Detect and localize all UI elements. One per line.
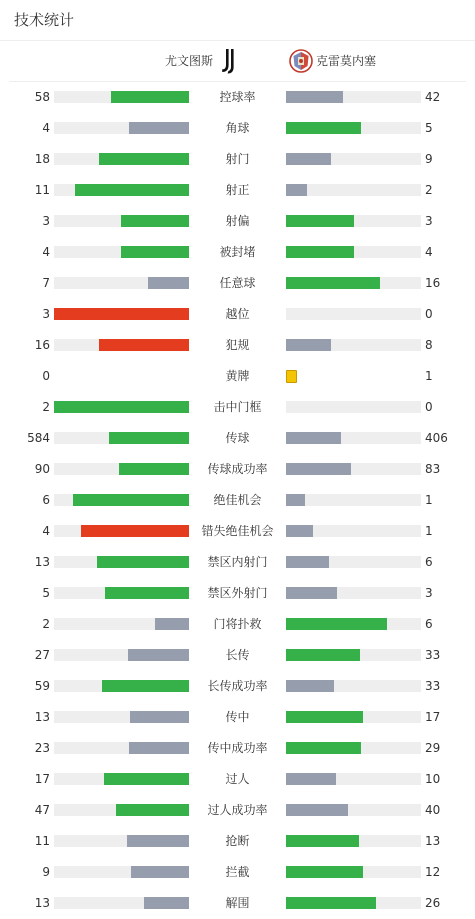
stat-row-dribbles bbox=[0, 764, 475, 795]
away-bar-track bbox=[286, 401, 421, 413]
home-bar-fill bbox=[129, 122, 189, 134]
stat-label: 传中 bbox=[225, 710, 250, 724]
away-bar-track bbox=[286, 432, 421, 444]
home-team[interactable] bbox=[165, 47, 237, 75]
home-bar-track bbox=[54, 649, 189, 661]
home-value: 11 bbox=[34, 183, 50, 197]
stat-label: 击中门框 bbox=[213, 400, 262, 414]
away-bar-fill bbox=[286, 711, 363, 723]
home-value: 13 bbox=[34, 555, 50, 569]
stat-label: 禁区内射门 bbox=[207, 555, 268, 569]
away-bar-fill bbox=[286, 463, 351, 475]
away-value: 1 bbox=[425, 524, 433, 538]
away-bar-track bbox=[286, 308, 421, 320]
home-value: 59 bbox=[34, 679, 50, 693]
stat-label: 拦截 bbox=[225, 865, 250, 879]
cremonese-crest-icon bbox=[289, 49, 313, 73]
stat-label: 错失绝佳机会 bbox=[201, 524, 274, 538]
away-value: 29 bbox=[425, 741, 441, 755]
home-bar-track bbox=[54, 773, 189, 785]
away-bar-track bbox=[286, 556, 421, 568]
away-value: 40 bbox=[425, 803, 441, 817]
away-bar-track bbox=[286, 122, 421, 134]
home-team-name: 尤文图斯 bbox=[164, 54, 213, 68]
away-bar-fill bbox=[286, 556, 329, 568]
away-bar-track bbox=[286, 897, 421, 909]
home-bar-track bbox=[54, 215, 189, 227]
away-bar-fill bbox=[286, 866, 363, 878]
home-bar-fill bbox=[81, 525, 189, 537]
stat-label: 长传成功率 bbox=[207, 679, 268, 693]
away-bar-track bbox=[286, 215, 421, 227]
stat-label: 射偏 bbox=[225, 214, 250, 228]
away-bar-fill bbox=[286, 680, 334, 692]
home-value: 2 bbox=[42, 400, 50, 414]
stat-row-shots-outside-box bbox=[0, 578, 475, 609]
home-value: 47 bbox=[34, 803, 50, 817]
stat-row-big-chances bbox=[0, 485, 475, 516]
stat-row-free-kicks bbox=[0, 268, 475, 299]
home-value: 58 bbox=[34, 90, 50, 104]
yellow-card-icon bbox=[286, 370, 297, 383]
stat-row-shots-off-target bbox=[0, 206, 475, 237]
away-bar-fill bbox=[286, 773, 336, 785]
stat-label: 射正 bbox=[225, 183, 250, 197]
stat-label: 控球率 bbox=[219, 90, 256, 104]
away-bar-track bbox=[286, 742, 421, 754]
away-bar-fill bbox=[286, 432, 341, 444]
home-value: 3 bbox=[42, 307, 50, 321]
home-bar-fill bbox=[105, 587, 189, 599]
away-value: 4 bbox=[425, 245, 433, 259]
away-value: 1 bbox=[425, 493, 433, 507]
away-value: 33 bbox=[425, 679, 441, 693]
stat-row-hit-woodwork bbox=[0, 392, 475, 423]
home-bar-fill bbox=[54, 401, 189, 413]
away-value: 42 bbox=[425, 90, 441, 104]
stat-row-long-balls bbox=[0, 640, 475, 671]
home-value: 13 bbox=[34, 710, 50, 724]
stat-label: 角球 bbox=[225, 121, 250, 135]
page-title: 技术统计 bbox=[14, 11, 75, 29]
home-bar-fill bbox=[102, 680, 189, 692]
home-bar-fill bbox=[148, 277, 189, 289]
away-team-name: 克雷莫内塞 bbox=[316, 54, 377, 68]
away-value: 12 bbox=[425, 865, 441, 879]
home-value: 13 bbox=[34, 896, 50, 910]
home-value: 4 bbox=[42, 121, 50, 135]
away-bar-fill bbox=[286, 339, 331, 351]
stat-label: 黄牌 bbox=[225, 369, 250, 383]
home-bar-track bbox=[54, 153, 189, 165]
stat-row-goalkeeper-saves bbox=[0, 609, 475, 640]
home-bar-track bbox=[54, 525, 189, 537]
away-value: 0 bbox=[425, 307, 433, 321]
home-value: 7 bbox=[42, 276, 50, 290]
juventus-crest-icon bbox=[221, 48, 237, 74]
away-bar-track bbox=[286, 649, 421, 661]
home-bar-fill bbox=[119, 463, 189, 475]
away-bar-fill bbox=[286, 742, 361, 754]
stat-row-interceptions bbox=[0, 857, 475, 888]
stat-label: 绝佳机会 bbox=[213, 493, 262, 507]
home-value: 4 bbox=[42, 524, 50, 538]
away-bar-fill bbox=[286, 649, 360, 661]
stat-row-pass-accuracy bbox=[0, 454, 475, 485]
home-bar-fill bbox=[127, 835, 189, 847]
away-value: 406 bbox=[425, 431, 448, 445]
stat-row-corners bbox=[0, 113, 475, 144]
home-value: 17 bbox=[34, 772, 50, 786]
away-bar-fill bbox=[286, 153, 331, 165]
stat-label: 传球 bbox=[225, 431, 250, 445]
stats-list bbox=[0, 82, 475, 919]
stat-row-tackles bbox=[0, 826, 475, 857]
home-bar-fill bbox=[129, 742, 189, 754]
home-bar-track bbox=[54, 711, 189, 723]
home-bar-fill bbox=[121, 246, 189, 258]
away-bar-fill bbox=[286, 897, 376, 909]
away-bar-fill bbox=[286, 122, 361, 134]
away-bar-track bbox=[286, 711, 421, 723]
stat-label: 过人 bbox=[225, 772, 250, 786]
away-bar-fill bbox=[286, 494, 305, 506]
away-bar-track bbox=[286, 680, 421, 692]
home-bar-track bbox=[54, 91, 189, 103]
away-bar-track bbox=[286, 277, 421, 289]
stat-label: 长传 bbox=[225, 648, 250, 662]
away-bar-track bbox=[286, 587, 421, 599]
home-bar-fill bbox=[130, 711, 189, 723]
team-header bbox=[9, 41, 466, 82]
away-bar-track bbox=[286, 463, 421, 475]
away-bar-track bbox=[286, 866, 421, 878]
home-value: 5 bbox=[42, 586, 50, 600]
away-value: 8 bbox=[425, 338, 433, 352]
away-value: 13 bbox=[425, 834, 441, 848]
away-value: 2 bbox=[425, 183, 433, 197]
stat-row-shots bbox=[0, 144, 475, 175]
stat-row-big-chances-missed bbox=[0, 516, 475, 547]
home-bar-track bbox=[54, 618, 189, 630]
title-bar bbox=[0, 0, 475, 41]
away-bar-track bbox=[286, 773, 421, 785]
home-bar-track bbox=[54, 804, 189, 816]
home-value: 23 bbox=[34, 741, 50, 755]
away-value: 3 bbox=[425, 586, 433, 600]
stat-label: 被封堵 bbox=[219, 245, 256, 259]
home-bar-track bbox=[54, 432, 189, 444]
home-value: 0 bbox=[42, 369, 50, 383]
stat-label: 传球成功率 bbox=[207, 462, 268, 476]
home-value: 11 bbox=[34, 834, 50, 848]
away-bar-track bbox=[286, 339, 421, 351]
away-value: 17 bbox=[425, 710, 441, 724]
away-bar-track bbox=[286, 246, 421, 258]
away-bar-track bbox=[286, 494, 421, 506]
home-bar-fill bbox=[99, 339, 189, 351]
home-bar-track bbox=[54, 277, 189, 289]
stat-row-blocked-shots bbox=[0, 237, 475, 268]
home-bar-fill bbox=[131, 866, 189, 878]
stat-row-yellow-cards bbox=[0, 361, 475, 392]
home-value: 584 bbox=[27, 431, 50, 445]
stat-label: 越位 bbox=[225, 307, 250, 321]
away-bar-fill bbox=[286, 525, 313, 537]
away-bar-fill bbox=[286, 277, 380, 289]
home-value: 27 bbox=[34, 648, 50, 662]
home-bar-track bbox=[54, 742, 189, 754]
stat-label: 犯规 bbox=[225, 338, 250, 352]
home-bar-fill bbox=[155, 618, 189, 630]
home-bar-track bbox=[54, 463, 189, 475]
home-bar-fill bbox=[111, 91, 189, 103]
away-value: 3 bbox=[425, 214, 433, 228]
away-value: 5 bbox=[425, 121, 433, 135]
home-bar-fill bbox=[73, 494, 189, 506]
away-value: 6 bbox=[425, 555, 433, 569]
away-bar-track bbox=[286, 91, 421, 103]
home-bar-fill bbox=[128, 649, 189, 661]
away-bar-fill bbox=[286, 618, 387, 630]
home-bar-track bbox=[54, 866, 189, 878]
away-bar-track bbox=[286, 153, 421, 165]
away-value: 6 bbox=[425, 617, 433, 631]
home-bar-track bbox=[54, 184, 189, 196]
away-bar-fill bbox=[286, 804, 348, 816]
home-bar-track bbox=[54, 339, 189, 351]
away-bar-track bbox=[286, 525, 421, 537]
away-value: 9 bbox=[425, 152, 433, 166]
stat-row-cross-accuracy bbox=[0, 733, 475, 764]
home-value: 4 bbox=[42, 245, 50, 259]
away-value: 1 bbox=[425, 369, 433, 383]
home-value: 2 bbox=[42, 617, 50, 631]
stat-label: 任意球 bbox=[219, 276, 256, 290]
away-value: 83 bbox=[425, 462, 441, 476]
home-value: 9 bbox=[42, 865, 50, 879]
home-bar-fill bbox=[104, 773, 189, 785]
stat-label: 解围 bbox=[225, 896, 250, 910]
home-bar-track bbox=[54, 246, 189, 258]
home-bar-track bbox=[54, 308, 189, 320]
away-bar-fill bbox=[286, 587, 337, 599]
stat-row-crosses bbox=[0, 702, 475, 733]
stat-row-fouls bbox=[0, 330, 475, 361]
home-bar-fill bbox=[75, 184, 189, 196]
away-value: 10 bbox=[425, 772, 441, 786]
stat-label: 传中成功率 bbox=[207, 741, 268, 755]
stat-row-offsides bbox=[0, 299, 475, 330]
home-bar-track bbox=[54, 680, 189, 692]
home-bar-fill bbox=[109, 432, 189, 444]
home-value: 18 bbox=[34, 152, 50, 166]
away-value: 33 bbox=[425, 648, 441, 662]
stat-row-dribble-success bbox=[0, 795, 475, 826]
home-bar-track bbox=[54, 122, 189, 134]
home-bar-track bbox=[54, 494, 189, 506]
away-bar-fill bbox=[286, 184, 307, 196]
stat-label: 禁区外射门 bbox=[207, 586, 268, 600]
home-bar-fill bbox=[99, 153, 189, 165]
away-team[interactable] bbox=[289, 47, 376, 75]
away-bar-track bbox=[286, 618, 421, 630]
home-bar-track bbox=[54, 556, 189, 568]
stat-row-possession bbox=[0, 82, 475, 113]
away-bar-track bbox=[286, 184, 421, 196]
home-value: 3 bbox=[42, 214, 50, 228]
home-bar-track bbox=[54, 835, 189, 847]
stat-row-long-ball-accuracy bbox=[0, 671, 475, 702]
home-bar-track bbox=[54, 897, 189, 909]
away-bar-fill bbox=[286, 91, 343, 103]
away-value: 0 bbox=[425, 400, 433, 414]
away-bar-track bbox=[286, 835, 421, 847]
stat-label: 射门 bbox=[225, 152, 250, 166]
home-bar-fill bbox=[121, 215, 189, 227]
away-value: 26 bbox=[425, 896, 441, 910]
home-bar-fill bbox=[54, 308, 189, 320]
stat-row-clearances bbox=[0, 888, 475, 919]
home-bar-track bbox=[54, 401, 189, 413]
away-bar-fill bbox=[286, 246, 354, 258]
stat-row-shots-on-target bbox=[0, 175, 475, 206]
stat-label: 抢断 bbox=[225, 834, 250, 848]
away-bar-track bbox=[286, 804, 421, 816]
away-bar-fill bbox=[286, 835, 359, 847]
home-bar-fill bbox=[116, 804, 189, 816]
home-value: 6 bbox=[42, 493, 50, 507]
stat-label: 过人成功率 bbox=[207, 803, 268, 817]
stat-row-passes bbox=[0, 423, 475, 454]
home-bar-fill bbox=[97, 556, 189, 568]
stat-row-shots-inside-box bbox=[0, 547, 475, 578]
home-bar-track bbox=[54, 587, 189, 599]
stat-label: 门将扑救 bbox=[213, 617, 262, 631]
home-value: 16 bbox=[34, 338, 50, 352]
away-value: 16 bbox=[425, 276, 441, 290]
home-value: 90 bbox=[34, 462, 50, 476]
away-bar-fill bbox=[286, 215, 354, 227]
home-bar-fill bbox=[144, 897, 189, 909]
